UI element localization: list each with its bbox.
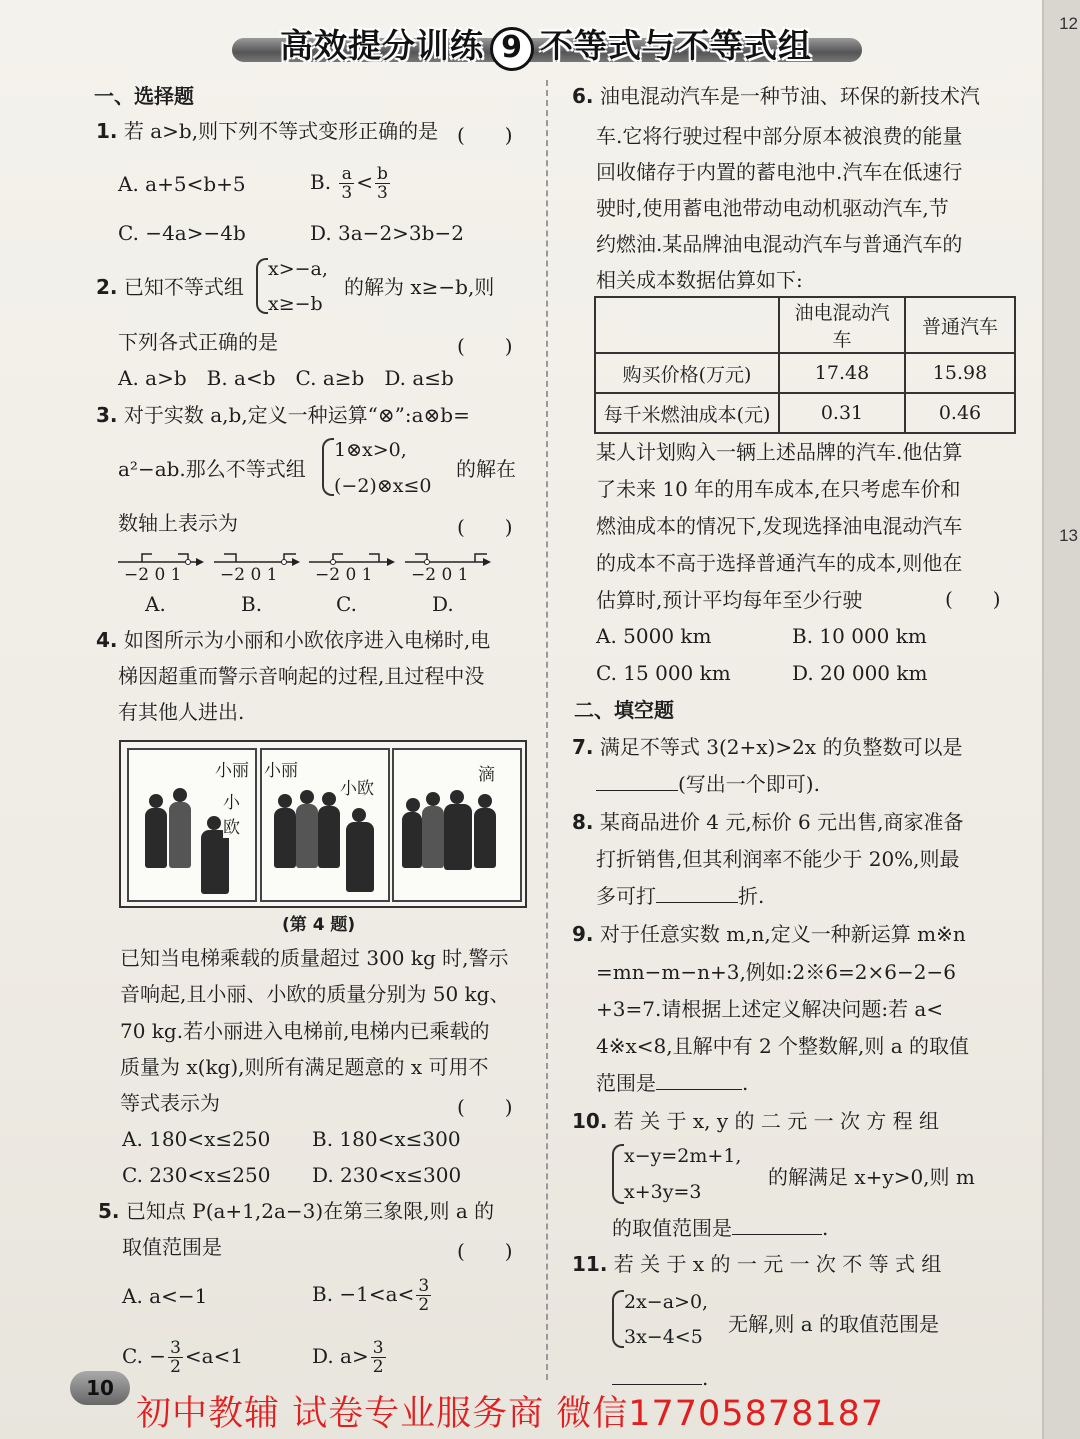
table-cell: 0.46 xyxy=(905,393,1015,433)
q3-choice-a: A. xyxy=(145,592,166,616)
q10-sys2: x+3y=3 xyxy=(624,1181,702,1203)
q4-text: 如图所示为小丽和小欧依序进入电梯时,电 xyxy=(123,628,491,652)
q6-line: 燃油成本的情况下,发现选择油电混动汽车 xyxy=(596,514,963,538)
q4-para-3: 70 kg.若小丽进入电梯前,电梯内已乘载的 xyxy=(120,1019,490,1043)
fig-label: 小欧 xyxy=(223,788,255,838)
exercise-number: 9 xyxy=(490,27,534,71)
q2-stem2: 下列各式正确的是 xyxy=(118,330,278,354)
q6-option-b: B. 10 000 km xyxy=(792,624,927,648)
person-head xyxy=(278,794,292,808)
q1-option-c: C. −4a>−4b xyxy=(118,221,246,245)
frac-num: 3 xyxy=(372,1338,384,1358)
q11-line1 xyxy=(572,1252,941,1276)
q4-para-5: 等式表示为 xyxy=(120,1091,220,1115)
section-fill: 二、填空题 xyxy=(574,698,674,722)
person-body xyxy=(145,808,167,868)
q4-option-d: D. 230<x≤300 xyxy=(312,1163,462,1187)
q7-hint: (写出一个即可). xyxy=(678,772,820,796)
q10-post-dot: . xyxy=(822,1216,829,1240)
q11-text: 若 关 于 x 的 一 元 一 次 不 等 式 组 xyxy=(613,1252,942,1276)
fig-label: 小欧 xyxy=(340,774,374,799)
q2-pre: 已知不等式组 xyxy=(123,275,244,299)
person-body xyxy=(346,822,374,892)
table-cell: 17.48 xyxy=(779,353,905,393)
person-head xyxy=(426,792,440,806)
q3-sys2: (−2)⊗x≤0 xyxy=(334,475,432,497)
q3-line2-post: 的解在 xyxy=(456,457,516,481)
q5-c-frac xyxy=(168,1339,183,1376)
fig-label: 小丽 xyxy=(215,756,249,781)
q9-post: . xyxy=(742,1071,749,1095)
q4-para-4: 质量为 x(kg),则所有满足题意的 x 可用不 xyxy=(120,1055,489,1079)
person-head xyxy=(173,788,187,802)
q2-number: 2. xyxy=(96,275,118,299)
q6-line: 了未来 10 年的用车成本,在只考虑车价和 xyxy=(596,477,961,501)
frac-num: 3 xyxy=(418,1276,430,1296)
table-row xyxy=(595,353,1015,393)
q8-post: 折. xyxy=(738,884,765,908)
q4-para-1: 已知当电梯乘载的质量超过 300 kg 时,警示 xyxy=(120,946,509,970)
person-head xyxy=(322,792,336,806)
q6-answer-paren: ( ) xyxy=(945,587,1001,611)
q2-sys2: x≥−b xyxy=(268,293,323,315)
q4-line1 xyxy=(96,628,490,652)
elevator-panel-1 xyxy=(127,748,257,902)
q6-option-a: A. 5000 km xyxy=(596,624,712,648)
q7-line2 xyxy=(596,772,820,796)
q7-number: 7. xyxy=(572,735,594,759)
q2-options: A. a>b B. a<b C. a≥b D. a≤b xyxy=(118,366,454,390)
q3-number: 3. xyxy=(96,403,118,427)
table-cell: 购买价格(万元) xyxy=(595,353,779,393)
q11-number: 11. xyxy=(572,1252,608,1276)
q9-line5 xyxy=(596,1071,748,1095)
q6-number: 6. xyxy=(572,84,594,108)
q3-choice-c: C. xyxy=(336,592,357,616)
q1-text: 若 a>b,则下列不等式变形正确的是 xyxy=(123,119,439,143)
answer-blank[interactable] xyxy=(656,902,738,903)
frac-den: 3 xyxy=(341,183,353,203)
q1-b-frac2 xyxy=(375,165,390,202)
edge-page-number: 12 xyxy=(1059,14,1078,33)
person-head xyxy=(450,790,464,804)
q6-body xyxy=(596,102,962,298)
answer-blank[interactable] xyxy=(612,1384,702,1385)
q6-line: 回收储存于内置的蓄电池中.汽车在低速行 xyxy=(596,160,963,184)
q8-line3 xyxy=(596,884,764,908)
q6-text: 油电混动汽车是一种节油、环保的新技术汽 xyxy=(599,84,980,108)
q4-option-a: A. 180<x≤250 xyxy=(122,1127,271,1151)
q9-line3: +3=7.请根据上述定义解决问题:若 a< xyxy=(596,997,944,1021)
q10-line1 xyxy=(572,1109,939,1133)
q5-number: 5. xyxy=(98,1199,120,1223)
q6-after xyxy=(596,434,962,619)
q5-line1 xyxy=(98,1199,494,1223)
fig-label: 小丽 xyxy=(264,756,298,781)
q5-d-text: D. a> xyxy=(312,1344,369,1368)
q6-option-d: D. 20 000 km xyxy=(792,661,928,685)
q10-text: 若 关 于 x, y 的 二 元 一 次 方 程 组 xyxy=(613,1109,940,1133)
frac-den: 2 xyxy=(418,1295,430,1315)
figure-caption: (第 4 题) xyxy=(282,915,356,935)
adjacent-page-edge xyxy=(1042,0,1080,1439)
q1-b-sign: < xyxy=(356,170,374,194)
q2-stem xyxy=(96,275,244,299)
q4-line2: 梯因超重而警示音响起的过程,且过程中没 xyxy=(118,664,485,688)
q3-sys1: 1⊗x>0, xyxy=(334,439,407,461)
q3-text: 对于实数 a,b,定义一种运算“⊗”:a⊗b= xyxy=(123,403,470,427)
frac-den: 2 xyxy=(170,1357,181,1377)
q11-sys2: 3x−4<5 xyxy=(624,1326,703,1348)
q3-line3: 数轴上表示为 xyxy=(118,511,238,535)
cost-table xyxy=(594,296,1016,434)
table-cell: 15.98 xyxy=(905,353,1015,393)
q5-option-c xyxy=(122,1334,243,1378)
section-choice: 一、选择题 xyxy=(94,84,194,108)
q8-text: 某商品进价 4 元,标价 6 元出售,商家准备 xyxy=(599,810,964,834)
q5-answer-paren: ( ) xyxy=(457,1239,513,1263)
q4-line3: 有其他人进出. xyxy=(118,700,245,724)
watermark-text: 初中教辅 试卷专业服务商 微信17705878187 xyxy=(136,1394,885,1434)
q9-line1 xyxy=(572,922,966,946)
frac-num: 3 xyxy=(170,1338,181,1358)
q6-line: 相关成本数据估算如下: xyxy=(596,268,803,292)
frac-num: b xyxy=(377,164,388,184)
q6-line: 的成本不高于选择普通汽车的成本,则他在 xyxy=(596,551,963,575)
q11-end: . xyxy=(702,1366,709,1390)
person-body xyxy=(169,802,191,868)
elevator-panel-3 xyxy=(392,748,522,902)
person-head xyxy=(207,816,221,830)
q6-line: 估算时,预计平均每年至少行驶 xyxy=(596,588,863,612)
q5-option-a: A. a<−1 xyxy=(122,1284,208,1308)
q6-line: 车.它将行驶过程中部分原本被浪费的能量 xyxy=(596,124,963,148)
q1-option-b xyxy=(310,160,392,204)
q2-brace xyxy=(256,258,268,314)
q9-line4: 4※x<8,且解中有 2 个整数解,则 a 的取值 xyxy=(596,1034,970,1058)
person-head xyxy=(149,794,163,808)
person-body xyxy=(402,812,422,868)
edge-page-number: 13 xyxy=(1059,526,1078,545)
q3-line1 xyxy=(96,403,470,427)
frac-num: a xyxy=(339,165,354,184)
table-header-cell: 油电混动汽车 xyxy=(779,297,905,353)
q5-c-text: C. − xyxy=(122,1344,167,1368)
q1-number: 1. xyxy=(96,119,118,143)
table-header-row xyxy=(595,297,1015,353)
q2-sys1: x>−a, xyxy=(268,258,328,280)
person-body xyxy=(274,808,296,868)
q4-answer-paren: ( ) xyxy=(457,1095,513,1119)
q11-post: 无解,则 a 的取值范围是 xyxy=(728,1312,939,1336)
q6-line: 驶时,使用蓄电池带动电动机驱动汽车,节 xyxy=(596,196,949,220)
q10-pre: 的取值范围是 xyxy=(612,1216,732,1240)
axis-label-a: −2 0 1 xyxy=(124,565,182,585)
q6-line: 约燃油.某品牌油电混动汽车与普通汽车的 xyxy=(596,232,963,256)
q1-stem xyxy=(96,119,438,143)
q5-option-d xyxy=(312,1334,388,1378)
q6-option-c: C. 15 000 km xyxy=(596,661,731,685)
q4-para-2: 音响起,且小丽、小欧的质量分别为 50 kg、 xyxy=(120,982,510,1006)
person-head xyxy=(352,808,366,822)
q11-sys1: 2x−a>0, xyxy=(624,1291,709,1313)
q4-option-c: C. 230<x≤250 xyxy=(122,1163,271,1187)
page-number: 10 xyxy=(70,1371,130,1405)
table-header-cell: 普通汽车 xyxy=(905,297,1015,353)
q3-brace xyxy=(322,438,334,496)
header-banner xyxy=(232,18,862,66)
frac-den: 3 xyxy=(377,183,388,203)
q3-line2: a²−ab.那么不等式组 xyxy=(118,457,306,481)
q1-option-d: D. 3a−2>3b−2 xyxy=(310,221,464,245)
table-cell: 每千米燃油成本(元) xyxy=(595,393,779,433)
answer-blank[interactable] xyxy=(596,790,678,791)
elevator-panel-2 xyxy=(260,748,390,902)
answer-blank[interactable] xyxy=(656,1089,742,1090)
frac-den: 2 xyxy=(372,1357,384,1377)
q1-b-frac1 xyxy=(339,165,354,202)
q9-line2: =mn−m−n+3,例如:2※6=2×6−2−6 xyxy=(596,960,956,984)
page-title xyxy=(280,20,812,71)
title-right: 不等式与不等式组 xyxy=(540,26,812,65)
q10-post: 的解满足 x+y>0,则 m xyxy=(768,1165,975,1189)
q6-line: 某人计划购入一辆上述品牌的汽车.他估算 xyxy=(596,440,963,464)
q5-c-post: <a<1 xyxy=(184,1344,244,1368)
title-left: 高效提分训练 xyxy=(280,26,484,65)
q1-answer-paren: ( ) xyxy=(457,123,513,147)
q9-number: 9. xyxy=(572,922,594,946)
q5-b-frac xyxy=(416,1277,431,1314)
table-cell: 0.31 xyxy=(779,393,905,433)
axis-label-b: −2 0 1 xyxy=(220,565,278,585)
q9-pre: 范围是 xyxy=(596,1071,656,1095)
q9-text: 对于任意实数 m,n,定义一种新运算 m※n xyxy=(599,922,966,946)
person-head xyxy=(478,794,492,808)
answer-blank[interactable] xyxy=(732,1234,822,1235)
q4-option-b: B. 180<x≤300 xyxy=(312,1127,461,1151)
q7-line1 xyxy=(572,735,962,759)
q10-number: 10. xyxy=(572,1109,608,1133)
q10-brace xyxy=(612,1144,624,1204)
person-head xyxy=(406,798,420,812)
fig-label: 滴 xyxy=(478,760,495,785)
q7-text: 满足不等式 3(2+x)>2x 的负整数可以是 xyxy=(599,735,963,759)
q5-b-text: B. −1<a< xyxy=(312,1282,415,1306)
q3-choice-d: D. xyxy=(432,592,454,616)
q3-choice-b: B. xyxy=(241,592,263,616)
person-body xyxy=(422,806,444,868)
q5-text: 已知点 P(a+1,2a−3)在第三象限,则 a 的 xyxy=(125,1199,495,1223)
axis-label-c: −2 0 1 xyxy=(315,565,373,585)
q1-option-a: A. a+5<b+5 xyxy=(118,172,246,196)
person-head xyxy=(300,790,314,804)
q5-d-frac xyxy=(371,1339,386,1376)
q5-line2: 取值范围是 xyxy=(122,1235,222,1259)
q2-post: 的解为 x≥−b,则 xyxy=(344,275,495,299)
q10-line3 xyxy=(612,1216,828,1240)
q2-answer-paren: ( ) xyxy=(457,334,513,358)
q10-sys1: x−y=2m+1, xyxy=(624,1145,742,1167)
axis-label-d: −2 0 1 xyxy=(411,565,469,585)
person-body xyxy=(201,830,229,894)
column-divider xyxy=(546,80,548,1380)
person-body xyxy=(296,804,318,868)
person-body xyxy=(474,808,496,868)
q8-line1 xyxy=(572,810,963,834)
q8-pre: 多可打 xyxy=(596,884,656,908)
person-body xyxy=(318,806,340,868)
table-row xyxy=(595,393,1015,433)
q11-brace xyxy=(612,1290,624,1348)
table-header-cell xyxy=(595,297,779,353)
q8-number: 8. xyxy=(572,810,594,834)
person-body xyxy=(444,804,472,870)
q3-answer-paren: ( ) xyxy=(457,515,513,539)
q5-option-b xyxy=(312,1272,433,1316)
elevator-figure xyxy=(119,740,527,908)
q1-b-label: B. xyxy=(310,170,332,194)
q8-line2: 打折销售,但其利润率不能少于 20%,则最 xyxy=(596,847,960,871)
q4-number: 4. xyxy=(96,628,118,652)
